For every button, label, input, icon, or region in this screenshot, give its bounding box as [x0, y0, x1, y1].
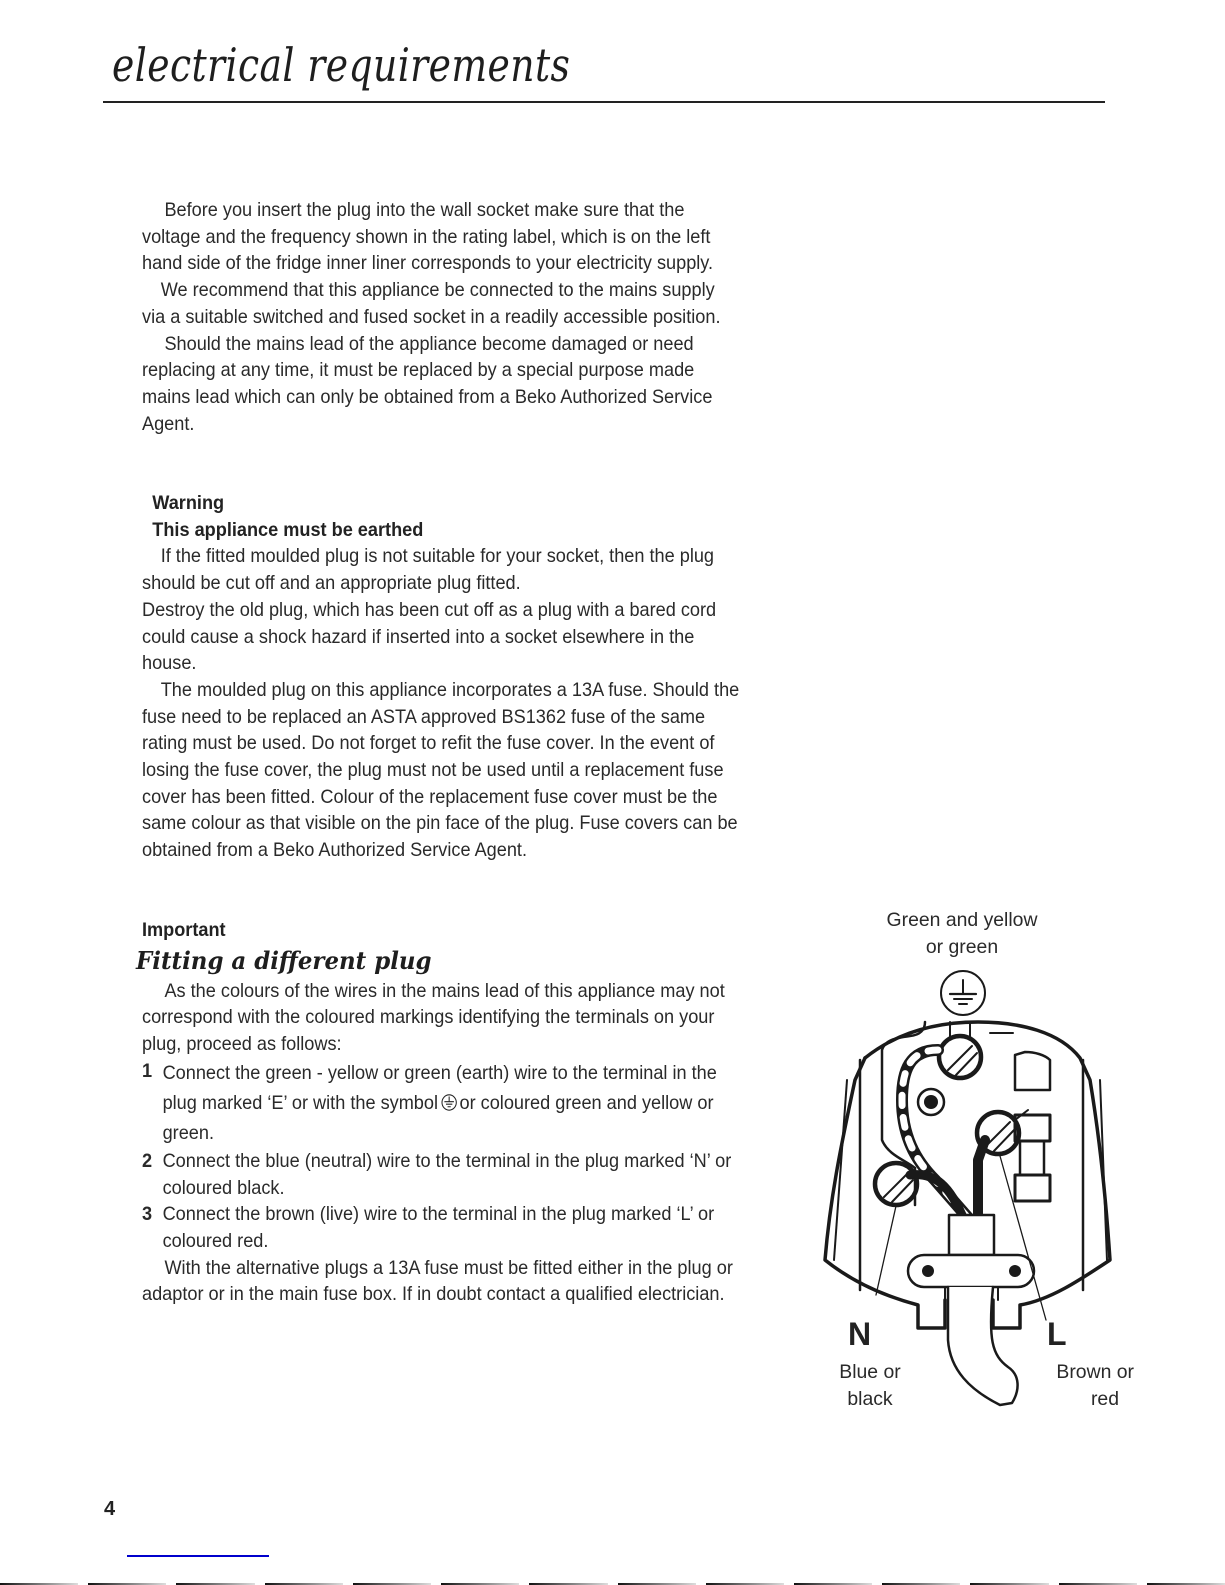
- earth-symbol-icon: [441, 1094, 457, 1111]
- important-section: [136, 917, 740, 1308]
- intro-paragraph-2: We recommend that this appliance be connected to the mains supply via a suitable switched and fused socket in a readily accessible position.: [142, 279, 721, 328]
- intro-paragraph-3: Should the mains lead of the appliance become damaged or need replacing at any time, it must be replaced by a special purpose made mains lead which can only be obtained from a Beko Authorized Service Agent.: [142, 332, 713, 435]
- step-text: Connect the blue (neutral) wire to the terminal in the plug marked ‘N’ or coloured black.: [162, 1149, 732, 1199]
- warning-subheading: This appliance must be earthed: [152, 518, 424, 541]
- title-divider: [103, 101, 1105, 103]
- link-underline[interactable]: [127, 1555, 269, 1557]
- neutral-letter: N: [848, 1316, 872, 1352]
- important-label: Important: [142, 919, 226, 941]
- intro-paragraph-1: Before you insert the plug into the wall socket make sure that the voltage and the frequency shown in the rating label, which is on the left hand side of the fridge inner liner corresponds to your electricity supply.: [142, 199, 714, 275]
- warning-paragraph-1: If the fitted moulded plug is not suitable for your socket, then the plug should be cut off and an appropriate plug fitted.: [142, 545, 715, 595]
- step-number: 1: [142, 1059, 153, 1082]
- intro-section: [142, 197, 740, 437]
- warning-section: [142, 490, 740, 864]
- fitting-heading: Fitting a different plug: [136, 945, 432, 975]
- page-title: electrical requirements: [112, 38, 571, 92]
- warning-paragraph-2: Destroy the old plug, which has been cut off as a plug with a bared cord could cause a shock hazard if inserted into a socket elsewhere in the house.: [142, 598, 717, 675]
- step-2: [142, 1148, 740, 1201]
- step-3: [142, 1201, 740, 1254]
- live-wire-label: Brown or red: [1056, 1361, 1134, 1410]
- step-number: 2: [142, 1149, 153, 1172]
- warning-paragraph-3: The moulded plug on this appliance incorporates a 13A fuse. Should the fuse need to be replaced an ASTA approved BS1362 fuse of the same rating must be used. Do not forget to refit the fuse cover. In the event of losing the fuse cover, the plug must not be used until a replacement fuse cover has been fitted. Colour of the replacement fuse cover must be the same colour as that visible on the pin face of the plug. Fuse covers can be obtained from a Beko Authorized Service Agent.: [142, 678, 740, 862]
- step-text: Connect the green - yellow or green (earth) wire to the terminal in the plug marked ‘E’ or with the symbol: [162, 1061, 717, 1114]
- page-number: 4: [104, 1498, 116, 1520]
- step-text: or coloured green and yellow or green.: [162, 1091, 714, 1144]
- neutral-wire-label: Blue or black: [839, 1361, 901, 1410]
- step-number: 3: [142, 1203, 153, 1226]
- earth-wire-label: Green and yellow or green: [886, 909, 1038, 958]
- step-1: [142, 1058, 740, 1148]
- fitting-closing: With the alternative plugs a 13A fuse must be fitted either in the plug or adaptor or in the main fuse box. If in doubt contact a qualified electrician.: [142, 1256, 733, 1306]
- fitting-intro: As the colours of the wires in the mains lead of this appliance may not correspond with the coloured markings identifying the terminals on your plug, proceed as follows:: [142, 979, 725, 1056]
- warning-heading: Warning: [152, 492, 225, 514]
- earth-symbol-icon: [941, 971, 985, 1015]
- step-text: Connect the brown (live) wire to the terminal in the plug marked ‘L’ or coloured red.: [162, 1203, 715, 1252]
- live-letter: L: [1047, 1316, 1067, 1352]
